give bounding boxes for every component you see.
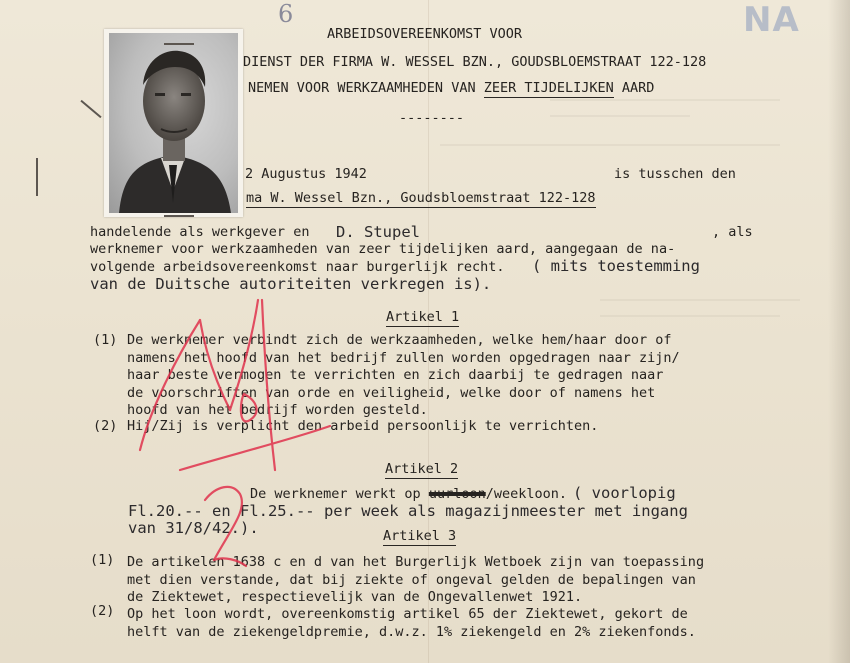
date-line: 2 Augustus 1942 bbox=[245, 166, 367, 182]
paper-clip-bottom bbox=[164, 215, 194, 217]
article-3-item-2-line-1: Op het loon wordt, overeenkomstig artikel 65 der Ziektewet, gekort de bbox=[127, 606, 688, 622]
employer-line: handelende als werkgever en bbox=[90, 224, 310, 240]
article-1-item-1-line-5: hoofd van het bedrijf worden gesteld. bbox=[127, 402, 428, 418]
article-1-item-1-line-2: namens het hoofd van het bedrijf zullen worden opgedragen naar zijn/ bbox=[127, 350, 680, 366]
article-1-title: Artikel 1 bbox=[386, 309, 460, 325]
paragraph-line-3: volgende arbeidsovereenkomst naar burgerlijk recht. bbox=[90, 259, 505, 275]
handwritten-wage-1: ( voorlopig bbox=[573, 484, 676, 502]
handwritten-wage-3: van 31/8/42.). bbox=[128, 519, 259, 537]
handwritten-note-1: ( mits toestemming bbox=[532, 257, 700, 275]
article-1-item-2-line-1: Hij/Zij is verplicht den arbeid persoonlijk te verrichten. bbox=[127, 418, 599, 434]
archive-stamp: NA bbox=[743, 0, 800, 40]
article-1-item-1-number: (1) bbox=[93, 332, 118, 348]
article-1-item-1-line-4: de voorschriften van orde en veiligheid, welke door of namens het bbox=[127, 385, 656, 401]
employer-line-end: , als bbox=[712, 224, 753, 240]
article-3-item-1-line-3: de Ziektewet, respectievelijk van de Ongevallenwet 1921. bbox=[127, 589, 583, 605]
paper-clip bbox=[164, 43, 194, 45]
header-work-line: NEMEN VOOR WERKZAAMHEDEN VAN ZEER TIJDELIJKEN AARD bbox=[248, 80, 655, 96]
article-3-item-1-number: (1) bbox=[90, 552, 115, 568]
article-3-item-2-number: (2) bbox=[90, 603, 115, 619]
between-text: is tusschen den bbox=[614, 166, 736, 182]
handwritten-note-2: van de Duitsche autoriteiten verkregen is). bbox=[90, 275, 492, 293]
article-2-title: Artikel 2 bbox=[385, 461, 459, 477]
article-3-item-2-line-2: helft van de ziekengeldpremie, d.w.z. 1% ziekengeld en 2% ziekenfonds. bbox=[127, 624, 696, 640]
firm-line: ma W. Wessel Bzn., Goudsbloemstraat 122-128 bbox=[246, 190, 596, 206]
article-2-line-1: De werknemer werkt op uurloon/weekloon. bbox=[250, 486, 567, 502]
article-3-item-1-line-2: met dien verstande, dat bij ziekte of ongeval gelden de bepalingen van bbox=[127, 572, 696, 588]
article-1-item-1-line-3: haar beste vermogen te verrichten en zich daarbij te gedragen naar bbox=[127, 367, 664, 383]
article-3-item-1-line-1: De artikelen 1638 c en d van het Burgerlijk Wetboek zijn van toepassing bbox=[127, 554, 705, 570]
handwritten-wage-2: Fl.20.-- en Fl.25.-- per week als magazijnmeester met ingang bbox=[128, 502, 688, 520]
document-title: ARBEIDSOVEREENKOMST VOOR bbox=[327, 26, 523, 42]
portrait-image bbox=[109, 33, 238, 213]
article-1-item-1-line-1: De werknemer verbindt zich de werkzaamheden, welke hem/haar door of bbox=[127, 332, 672, 348]
pin-mark bbox=[80, 100, 101, 118]
struck-word: uurloon bbox=[428, 486, 486, 502]
article-3-title: Artikel 3 bbox=[383, 528, 457, 544]
header-rule: -------- bbox=[399, 110, 465, 126]
portrait-photo bbox=[104, 29, 243, 217]
paragraph-line-2: werknemer voor werkzaamheden van zeer tijdelijken aard, aangegaan de na- bbox=[90, 241, 676, 257]
paper-edge-shadow bbox=[828, 0, 850, 663]
punch-mark bbox=[36, 158, 38, 196]
underlined-phrase: ZEER TIJDELIJKEN bbox=[483, 80, 614, 96]
header-firm-line: DIENST DER FIRMA W. WESSEL BZN., GOUDSBLOEMSTRAAT 122-128 bbox=[243, 54, 707, 70]
pencil-number: 6 bbox=[278, 0, 294, 28]
employee-name: D. Stupel bbox=[336, 223, 420, 241]
article-1-item-2-number: (2) bbox=[93, 418, 118, 434]
